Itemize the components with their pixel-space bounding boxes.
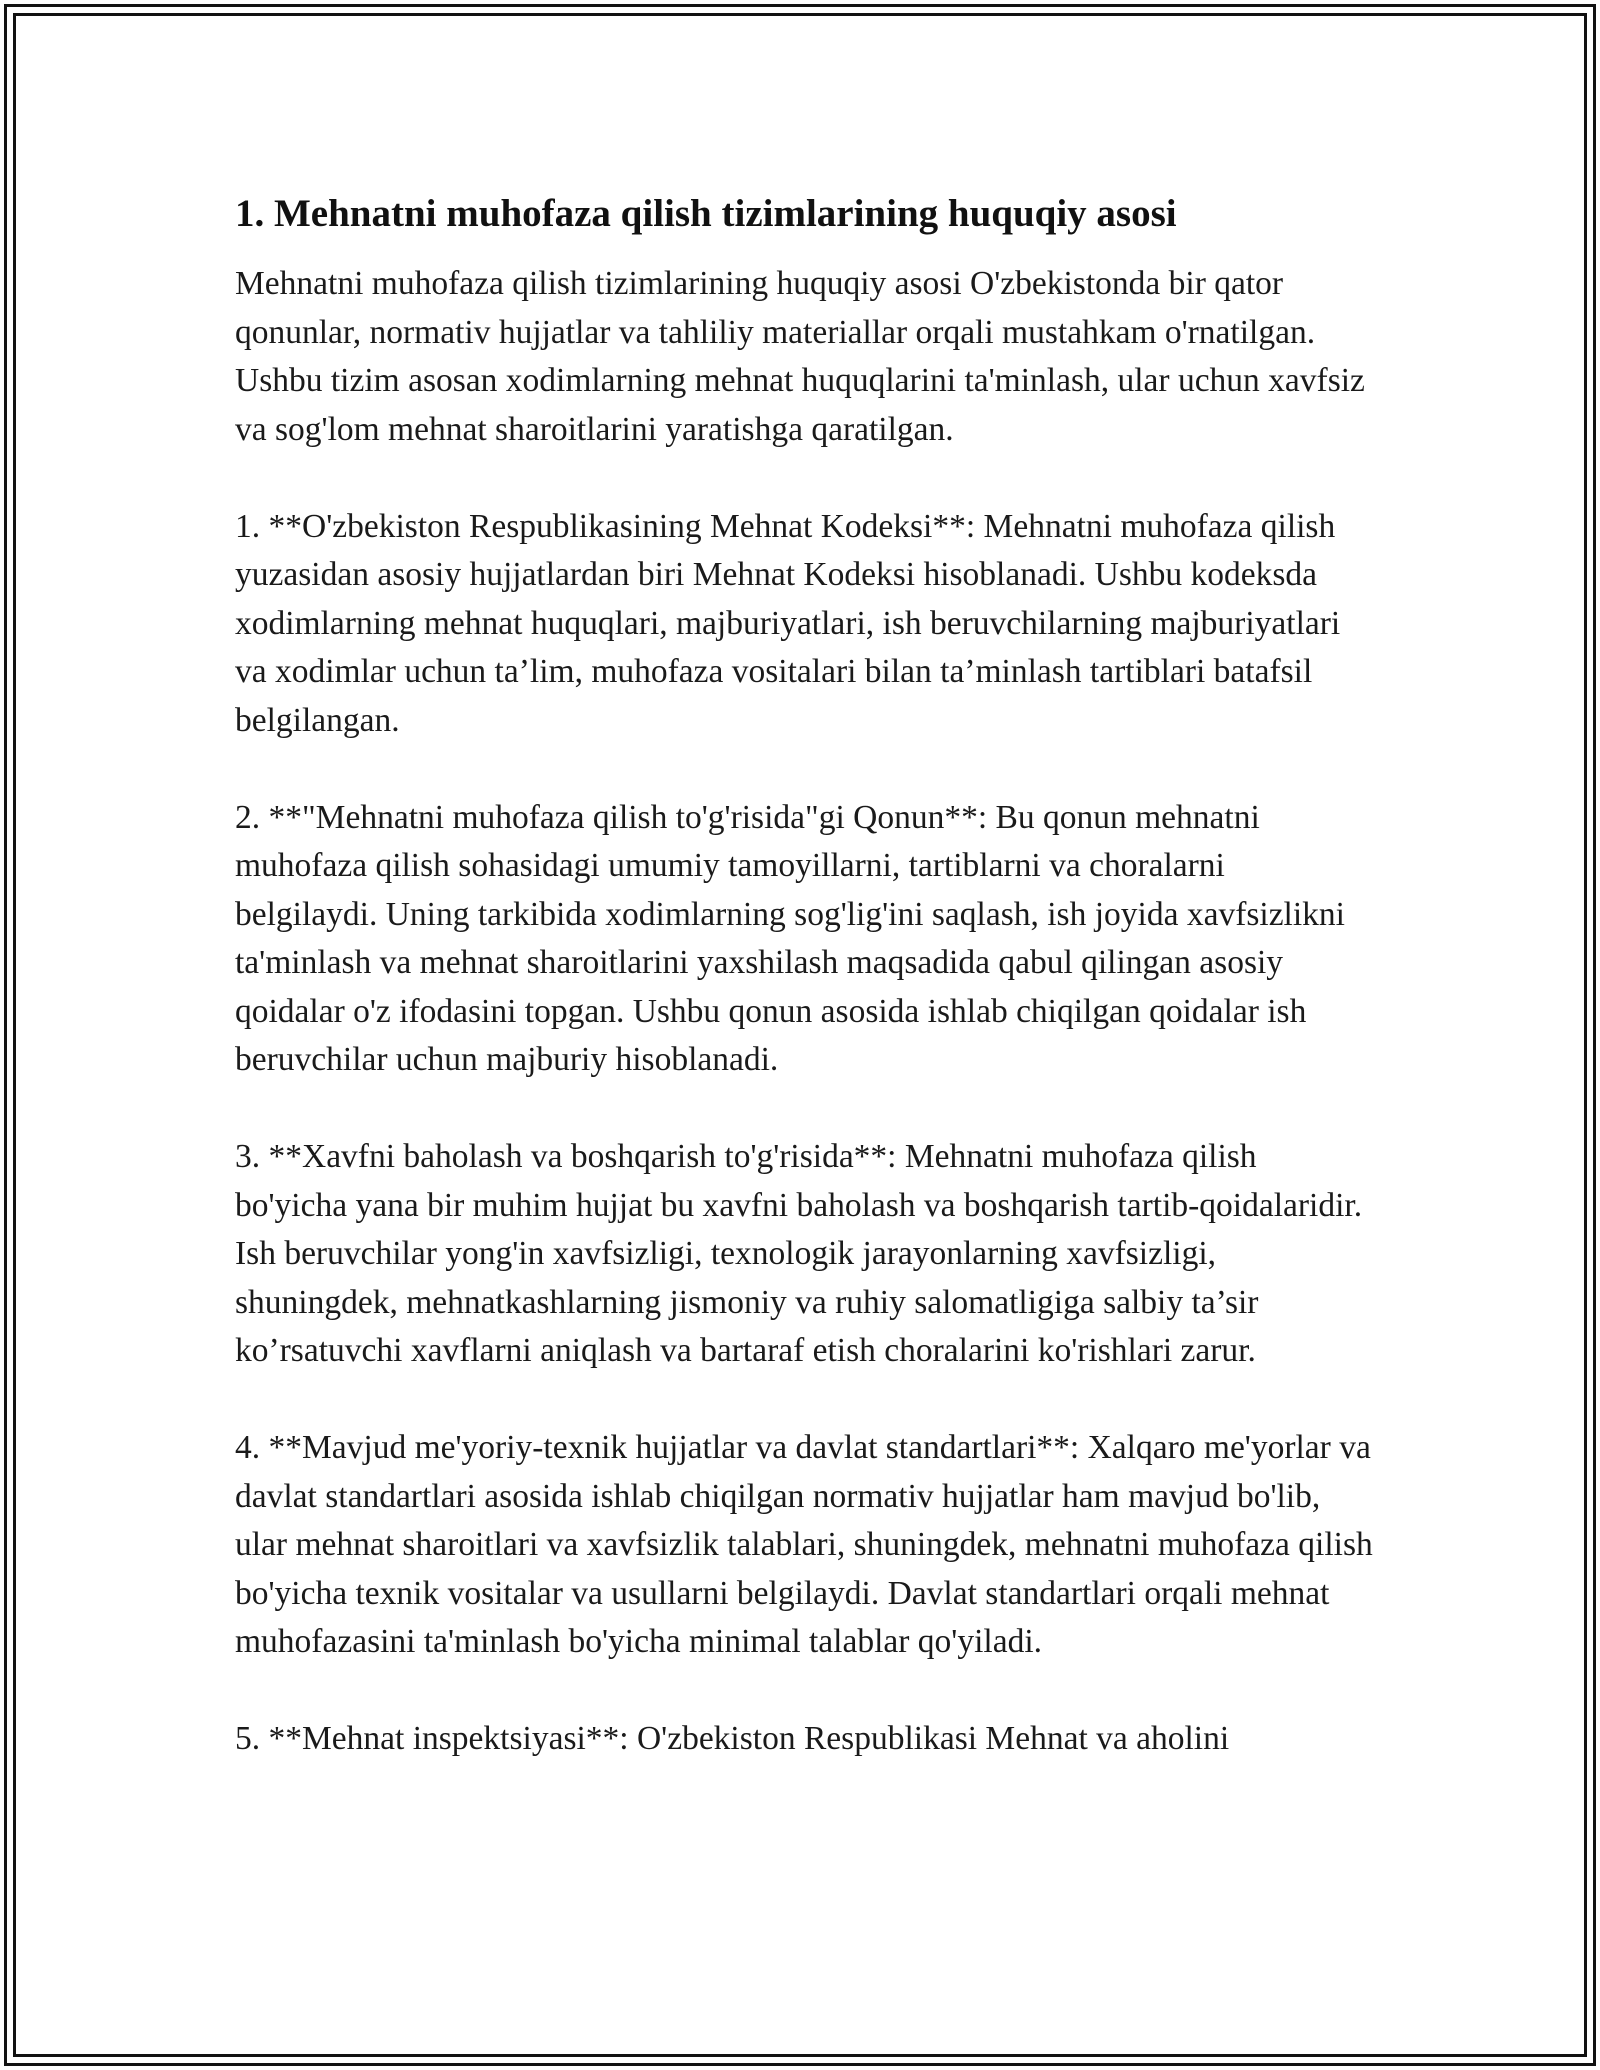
intro-paragraph: Mehnatni muhofaza qilish tizimlarining huquqiy asosi O'zbekistonda bir qator qonunlar, normativ hujjatlar va tahliliy materiallar orqali mustahkam o'rnatilgan. Ushbu tizim asosan xodimlarning mehnat huquqlarini ta'minlash, ular uchun xavfsiz va sog'lom mehnat sharoitlarini yaratishga qaratilgan.	[235, 265, 1365, 448]
list-item-labor-protection-law: 2. **"Mehnatni muhofaza qilish to'g'risida"gi Qonun**: Bu qonun mehnatni muhofaza qilish sohasidagi umumiy tamoyillarni, tartiblarni va choralarni belgilaydi. Uning tarkibida xodimlarning sog'lig'ini saqlash, ish joyida xavfsizlikni ta'minlash va mehnat sharoitlarini yaxshilash maqsadida qabul qilingan asosiy qoidalar o'z ifodasini topgan. Ushbu qonun asosida ishlab chiqilgan qoidalar ish beruvchilar uchun majburiy hisoblanadi.	[235, 798, 1345, 1078]
list-item-labor-inspection: 5. **Mehnat inspektsiyasi**: O'zbekiston Respublikasi Mehnat va aholini	[235, 1720, 1230, 1757]
list-item-risk-assessment: 3. **Xavfni baholash va boshqarish to'g'risida**: Mehnatni muhofaza qilish bo'yicha yana bir muhim hujjat bu xavfni baholash va boshqarish tartib-qoidalaridir. Ish beruvchilar yong'in xavfsizligi, texnologik jarayonlarning xavfsizligi, shuningdek, mehnatkashlarning jismoniy va ruhiy salomatligiga salbiy ta’sir ko’rsatuvchi xavflarni aniqlash va bartaraf etish choralarini ko'rishlari zarur.	[235, 1138, 1363, 1369]
document-body	[235, 186, 1375, 1764]
list-item-labor-code: 1. **O'zbekiston Respublikasining Mehnat Kodeksi**: Mehnatni muhofaza qilish yuzasidan asosiy hujjatlardan biri Mehnat Kodeksi hisoblanadi. Ushbu kodeksda xodimlarning mehnat huquqlari, majburiyatlari, ish beruvchilarning majburiyatlari va xodimlar uchun ta’lim, muhofaza vositalari bilan ta’minlash tartiblari batafsil belgilangan.	[235, 507, 1341, 739]
document-title: 1. Mehnatni muhofaza qilish tizimlarining huquqiy asosi	[235, 192, 1177, 235]
list-item-standards: 4. **Mavjud me'yoriy-texnik hujjatlar va davlat standartlari**: Xalqaro me'yorlar va davlat standartlari asosida ishlab chiqilgan normativ hujjatlar ham mavjud bo'lib, ular mehnat sharoitlari va xavfsizlik talablari, shuningdek, mehnatni muhofaza qilish bo'yicha texnik vositalar va usullarni belgilaydi. Davlat standartlari orqali mehnat muhofazasini ta'minlash bo'yicha minimal talablar qo'yiladi.	[235, 1429, 1373, 1660]
